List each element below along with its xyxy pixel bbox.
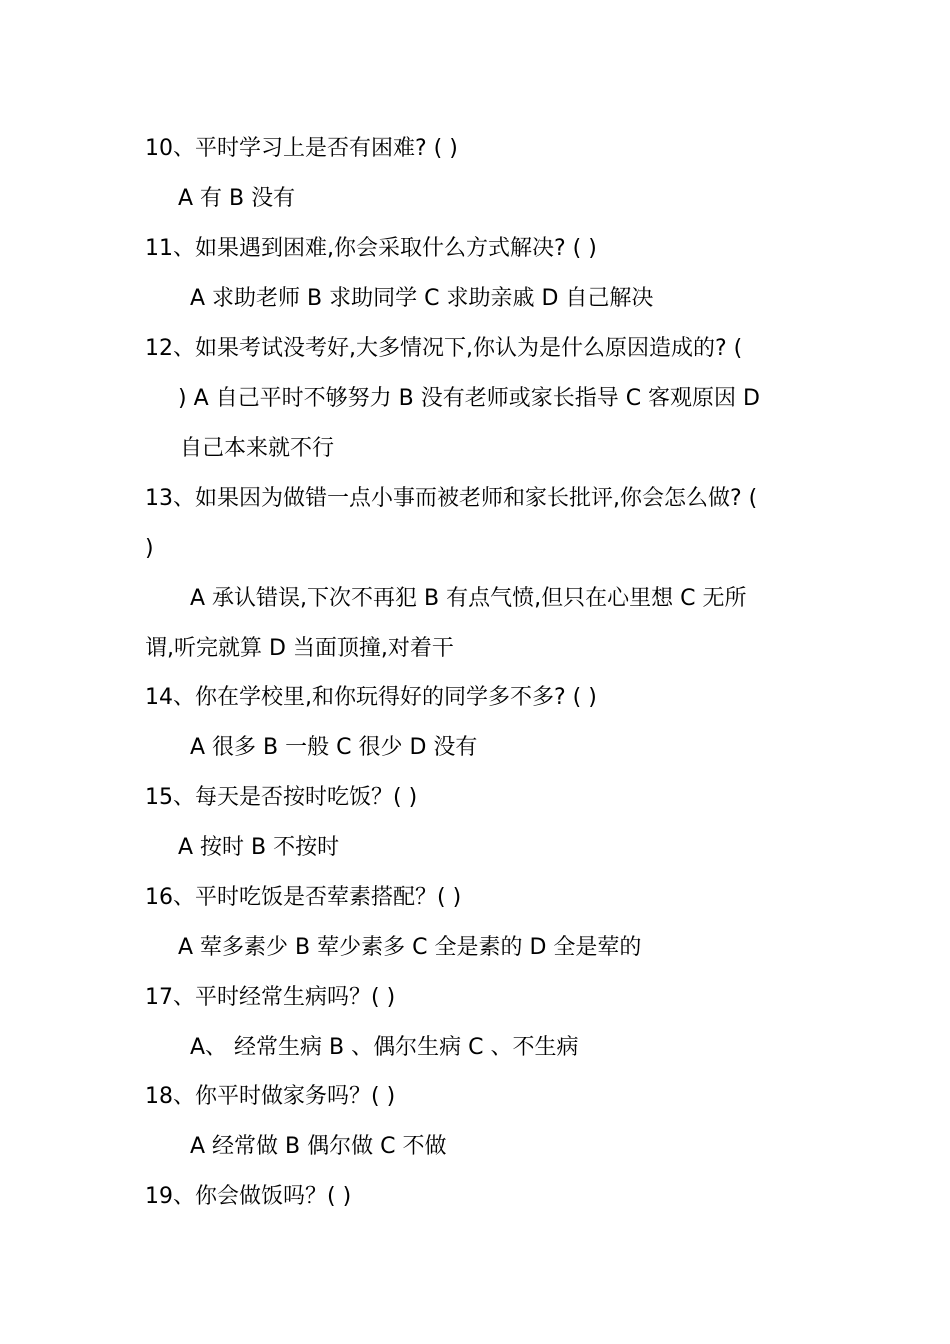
- question-19: 19、你会做饭吗？( ): [145, 1184, 352, 1209]
- options-15: A 按时 B 不按时: [178, 835, 340, 860]
- options-10: A 有 B 没有: [178, 186, 296, 211]
- options-18: A 经常做 B 偶尔做 C 不做: [190, 1134, 447, 1159]
- question-12: 12、如果考试没考好,大多情况下,你认为是什么原因造成的? (: [145, 336, 743, 361]
- question-16: 16、平时吃饭是否荤素搭配？( ): [145, 885, 462, 910]
- question-10: 10、平时学习上是否有困难? ( ): [145, 136, 458, 161]
- options-14: A 很多 B 一般 C 很少 D 没有: [190, 735, 478, 760]
- options-13-line-1: A 承认错误,下次不再犯 B 有点气愤,但只在心里想 C 无所: [190, 586, 747, 611]
- question-14: 14、你在学校里,和你玩得好的同学多不多? ( ): [145, 685, 597, 710]
- options-17: A、 经常生病 B 、偶尔生病 C 、不生病: [190, 1035, 579, 1060]
- question-13: 13、如果因为做错一点小事而被老师和家长批评,你会怎么做? (: [145, 486, 758, 511]
- question-15: 15、每天是否按时吃饭？( ): [145, 785, 418, 810]
- question-13-continued: ): [145, 536, 154, 561]
- options-16: A 荤多素少 B 荤少素多 C 全是素的 D 全是荤的: [178, 935, 642, 960]
- options-11: A 求助老师 B 求助同学 C 求助亲戚 D 自己解决: [190, 286, 654, 311]
- options-12-line-2: 自己本来就不行: [180, 436, 335, 461]
- question-18: 18、你平时做家务吗？( ): [145, 1084, 396, 1109]
- question-17: 17、平时经常生病吗？( ): [145, 985, 396, 1010]
- options-13-line-2: 谓,听完就算 D 当面顶撞,对着干: [145, 636, 454, 661]
- options-12-line-1: ) A 自己平时不够努力 B 没有老师或家长指导 C 客观原因 D: [178, 386, 760, 411]
- question-11: 11、如果遇到困难,你会采取什么方式解决? ( ): [145, 236, 597, 261]
